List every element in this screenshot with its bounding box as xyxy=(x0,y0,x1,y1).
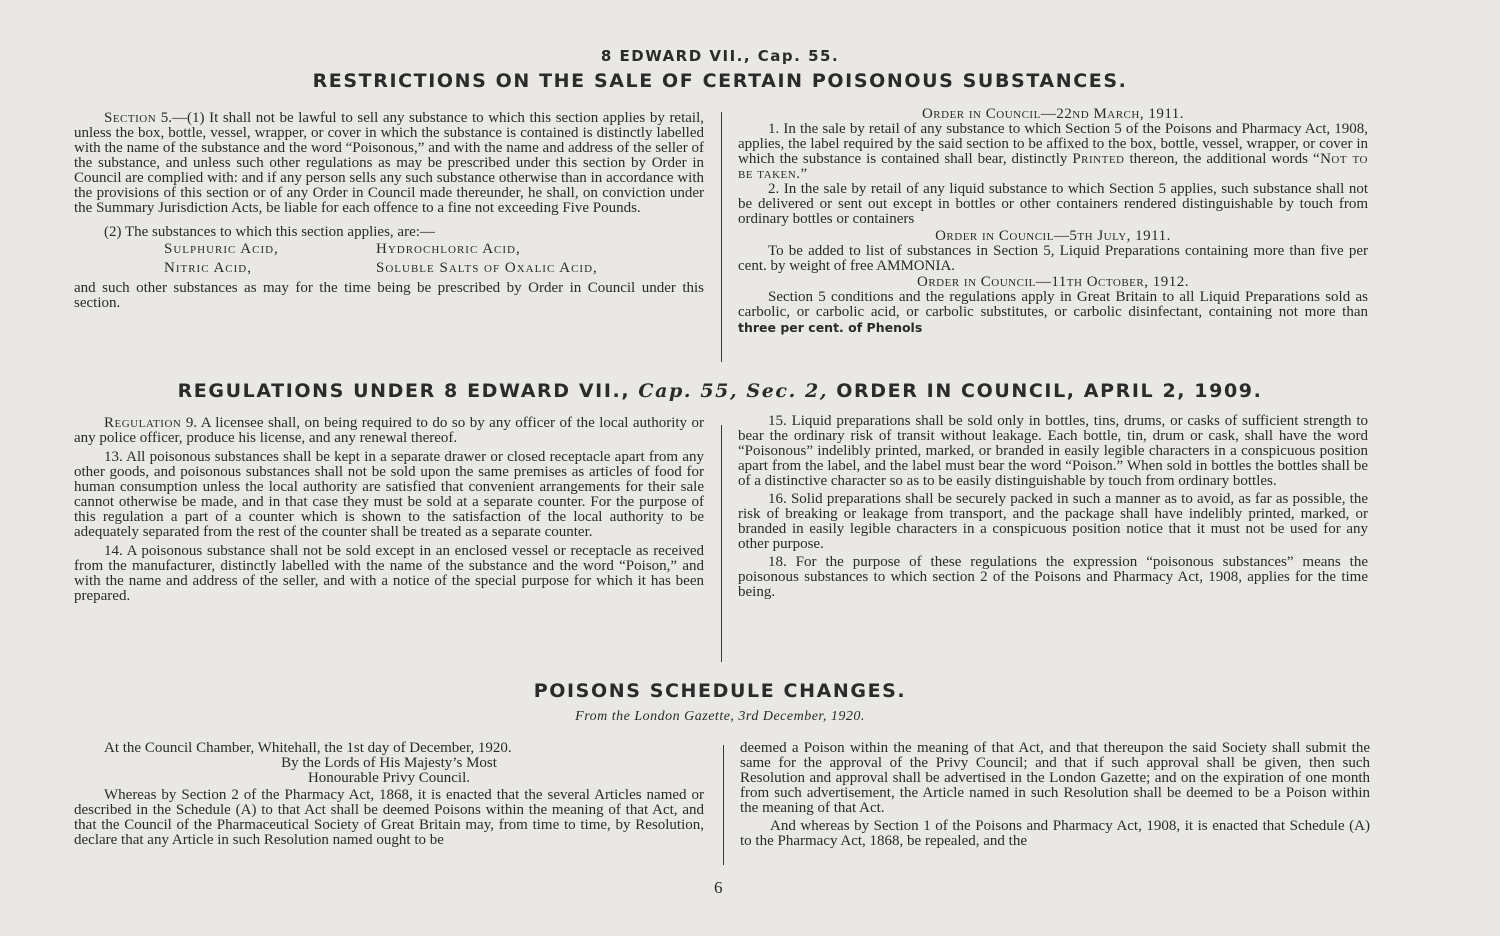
act-reference: 8 EDWARD VII., Cap. 55. xyxy=(600,47,840,65)
orders-column xyxy=(738,107,1368,336)
regulation-18: 18. For the purpose of these regulations the expression “poisonous substances” means the poisonous substances to which section 2 of the Poisons and Pharmacy Act, 1908, applies for the time being. xyxy=(738,554,1368,600)
column-divider xyxy=(721,112,722,362)
regs-title-b: ORDER IN COUNCIL, APRIL 2, 1909. xyxy=(836,380,1263,402)
page-number: 6 xyxy=(714,878,723,897)
order-1-text-b: thereon, the additional words xyxy=(1129,151,1308,167)
phenols-bold: three per cent. of Phenols xyxy=(738,320,923,335)
order-2-title: Order in Council—5th July, 1911. xyxy=(935,228,1171,244)
schedule-title: POISONS SCHEDULE CHANGES. xyxy=(533,680,907,702)
order-1-para-2: 2. In the sale by retail of any liquid substance to which Section 5 applies, such substance shall not be delivered or sent out except in bottles or other containers rendered distinguishable by touch from ordinary bottles or containers xyxy=(738,181,1368,227)
substance-item: Nitric Acid, xyxy=(164,260,253,276)
order-3-text: Section 5 conditions and the regulations apply in Great Britain to all Liquid Preparations sold as carbolic, or carbolic acid, or carbolic substitutes, or carbolic disinfectant, containing not more than xyxy=(738,289,1368,320)
regulations-left-column xyxy=(74,416,704,604)
column-divider xyxy=(723,745,724,865)
regulation-14: 14. A poisonous substance shall not be sold except in an enclosed vessel or receptacle as received from the manufacturer, distinctly labelled with the name of the substance and the word “Poison,” and with the name and address of the seller, and with a notice of the special purpose for which it has been prepared. xyxy=(74,543,704,604)
council-chamber-line: At the Council Chamber, Whitehall, the 1st day of December, 1920. xyxy=(104,740,512,756)
regulations-title xyxy=(0,380,1440,402)
regulation-9-text: 9. A licensee shall, on being required to do so by any officer of the local authority or any police officer, produce his license, and any renewal thereof. xyxy=(74,415,705,446)
schedule-right-para-1: deemed a Poison within the meaning of that Act, and that thereupon the said Society shall submit the same for the approval of the Privy Council; and that if such approval shall be given, then such Resolution and approval shall be advertised in the London Gazette; and on the expiration of one month from such advertisement, the Article named in such Resolution shall be deemed to be a Poison within the meaning of that Act. xyxy=(740,740,1370,816)
substance-item: Hydrochloric Acid, xyxy=(376,241,521,257)
substances-row-1 xyxy=(164,242,704,257)
privy-council-line: Honourable Privy Council. xyxy=(307,770,471,786)
order-3-title: Order in Council—11th October, 1912. xyxy=(917,274,1189,290)
substances-row-2 xyxy=(164,261,704,276)
schedule-right-para-2: And whereas by Section 1 of the Poisons and Pharmacy Act, 1908, it is enacted that Schedule (A) to the Pharmacy Act, 1868, be repealed, and the xyxy=(740,818,1370,849)
regulation-label: Regulation xyxy=(104,415,182,431)
section-5-closing: and such other substances as may for the time being be prescribed by Order in Council under this section. xyxy=(74,280,704,311)
section-5-sub2-intro: (2) The substances to which this section applies, are:— xyxy=(104,224,435,240)
regulation-13: 13. All poisonous substances shall be kept in a separate drawer or closed receptacle apart from any other goods, and poisonous substances shall not be sold upon the same premises as articles of food for human consumption unless the local authority are satisfied that convenient arrangements for their sale cannot otherwise be made, and in that case they must be sold at a separate counter. For the purpose of this regulation a part of a counter which is shown to the satisfaction of the local authority to be adequately separated from the rest of the counter shall be treated as a separate counter. xyxy=(74,449,704,540)
section-label: Section xyxy=(104,110,157,126)
regulations-right-column xyxy=(738,414,1368,600)
page-title: RESTRICTIONS ON THE SALE OF CERTAIN POISONOUS SUBSTANCES. xyxy=(312,70,1128,92)
order-1-title: Order in Council—22nd March, 1911. xyxy=(921,106,1185,122)
regulation-16: 16. Solid preparations shall be securely packed in such a manner as to avoid, as far as possible, the risk of breaking or leakage from transport, and the package shall have indelibly printed, marked, or branded in easily legible characters in a conspicuous position notice that it must not be used for any other purpose. xyxy=(738,491,1368,552)
section-5-paragraph xyxy=(74,111,704,216)
section-5-text: 5.—(1) It shall not be lawful to sell any substance to which this section applies by retail, unless the box, bottle, vessel, wrapper, or cover in which the substance is contained is distinctly labelled with the name of the substance and the word “Poisonous,” and with the name and address of the seller of the substance, and unless such other regulations as may be prescribed under this section by Order in Council are complied with: and if any person sells any such substance otherwise than in accordance with the provisions of this section or of any Order in Council made thereunder, he shall, on conviction under the Summary Jurisdiction Acts, be liable for each offence to a fine not exceeding Five Pounds. xyxy=(74,110,705,216)
order-3-para xyxy=(738,290,1368,336)
section-5-column xyxy=(74,111,704,311)
order-1-para-1 xyxy=(738,122,1368,182)
order-2-text: To be added to list of substances in Section 5, Liquid Preparations containing more than five per cent. by weight of free AMMONIA. xyxy=(738,243,1368,274)
lords-line: By the Lords of His Majesty’s Most xyxy=(281,755,497,771)
schedule-left-column xyxy=(74,741,704,848)
regulation-15: 15. Liquid preparations shall be sold only in bottles, tins, drums, or casks of sufficient strength to bear the ordinary risk of transit without leakage. Each bottle, tin, drum or cask, shall have the word “Poisonous” indelibly printed, marked, or branded in easily legible characters in a conspicuous position apart from the label, and the label must bear the word “Poison.” When sold in bottles the bottles shall be of a distinctive character so as to be easily distinguishable by touch from ordinary bottles. xyxy=(738,413,1368,489)
regulation-9 xyxy=(74,416,704,446)
whereas-paragraph: Whereas by Section 2 of the Pharmacy Act, 1868, it is enacted that the several Articles named or described in the Schedule (A) to that Act shall be deemed Poisons within the meaning of that Act, and that the Council of the Pharmaceutical Society of Great Britain may, from time to time, by Resolution, declare that any Article in such Resolution named ought to be xyxy=(74,787,704,848)
order-1-text: 1. In the sale by retail of any substance to which Section 5 of the Poisons and Pharmacy Act, 1908, applies, the label required by the said section to be affixed to the box, bottle, vessel, wrapper, or cover in which the substance is contained shall bear, distinctly xyxy=(738,121,1368,167)
column-divider xyxy=(721,425,722,662)
substance-item: Soluble Salts of Oxalic Acid, xyxy=(376,260,598,276)
regs-title-cap: Cap. 55, Sec. 2, xyxy=(638,380,829,402)
schedule-source: From the London Gazette, 3rd December, 1920. xyxy=(575,709,865,724)
schedule-right-column xyxy=(740,741,1370,849)
regs-title-a: REGULATIONS UNDER 8 EDWARD VII., xyxy=(177,380,631,402)
printed-word: Printed xyxy=(1072,151,1125,167)
not-to-be-taken: “Not to be taken.” xyxy=(738,151,1369,182)
substance-item: Sulphuric Acid, xyxy=(164,241,279,257)
